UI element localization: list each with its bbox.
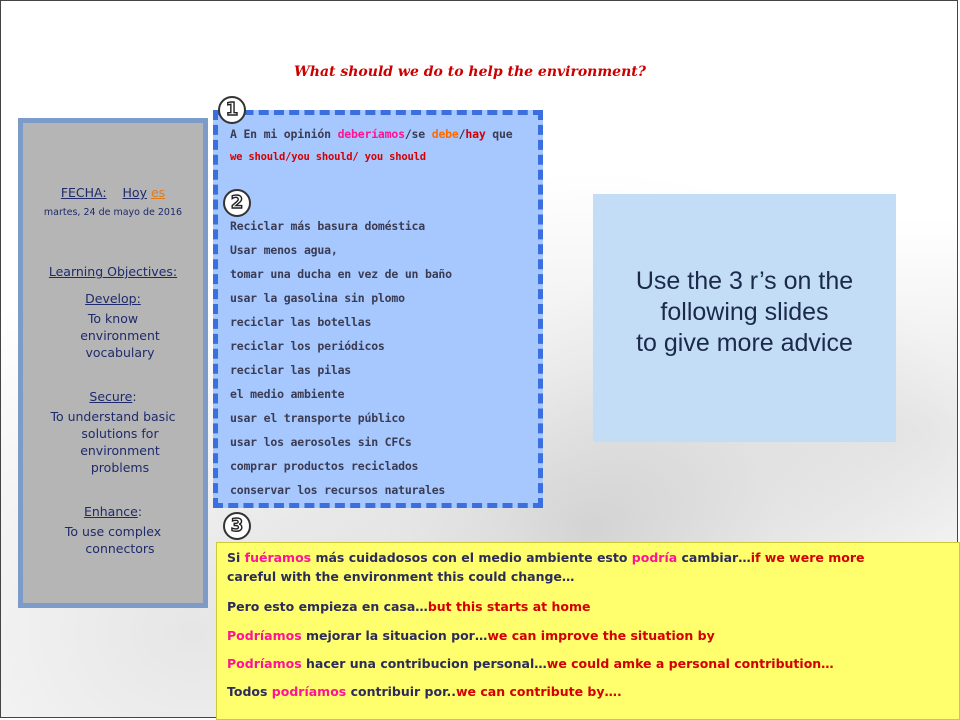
fecha-es: es (150, 185, 166, 200)
enhance-line (27, 504, 199, 519)
secure-line (27, 389, 199, 404)
connector-line-3 (227, 628, 715, 643)
l1-mid: más cuidadosos con el medio ambiente esto (311, 550, 632, 565)
phrase-item: usar el transporte público (230, 411, 405, 425)
connector-line-5 (227, 684, 622, 699)
enhance-label: Enhance (83, 504, 138, 519)
l1-english-a: if we were more (750, 550, 865, 565)
slide-title: What should we do to help the environment? (294, 64, 646, 80)
word-podriamos: Podríamos (227, 628, 302, 643)
l2-english: but this starts at home (427, 599, 591, 614)
opinion-text: A En mi opinión (230, 127, 338, 141)
l3-english: we can improve the situation by (487, 628, 715, 643)
enhance-text-2: connectors (85, 541, 155, 556)
phrase-item: reciclar las pilas (230, 363, 352, 377)
l1-si: Si (227, 550, 245, 565)
l5-english: we can contribute by…. (455, 684, 622, 699)
l1-cambiar: cambiar… (677, 550, 751, 565)
advice-line-1: Use the 3 r’s on the (635, 267, 854, 295)
advice-line-2: following slides (660, 298, 829, 326)
opinion-line (230, 127, 512, 141)
l2-spanish: Pero esto empieza en casa… (227, 599, 428, 614)
word-fueramos: fuéramos (244, 550, 312, 565)
l5-spanish: contribuir por.. (346, 684, 456, 699)
fecha-line (27, 185, 199, 200)
l3-spanish: mejorar la situacion por… (301, 628, 488, 643)
secure-text-1: To understand basic (50, 409, 176, 424)
phrase-item: Reciclar más basura doméstica (230, 219, 425, 233)
phrase-item: Usar menos agua, (230, 243, 338, 257)
step-badge-1: 1 (218, 96, 246, 124)
step-badge-2: 2 (223, 189, 251, 217)
connector-line-1 (227, 550, 864, 565)
phrase-item: reciclar las botellas (230, 315, 372, 329)
fecha-label: FECHA: (60, 185, 107, 200)
word-podriamos: Podríamos (227, 656, 302, 671)
opinion-sep: /se (404, 127, 432, 141)
objectives-heading: Learning Objectives: (48, 264, 178, 279)
l4-spanish: hacer una contribucion personal… (301, 656, 547, 671)
secure-label: Secure (89, 389, 133, 404)
secure-text-2: solutions for (81, 426, 159, 441)
l4-english: we could amke a personal contribution… (546, 656, 834, 671)
connectors-box (216, 542, 960, 720)
objectives-panel (18, 118, 208, 608)
fecha-hoy: Hoy (122, 185, 147, 200)
secure-text-4: problems (90, 460, 150, 475)
word-debe: debe (431, 127, 459, 141)
develop-text-2: environment (80, 328, 160, 343)
phrase-item: usar los aerosoles sin CFCs (230, 435, 412, 449)
phrase-item: conservar los recursos naturales (230, 483, 446, 497)
word-podria: podría (631, 550, 678, 565)
word-deberiamos: deberíamos (337, 127, 405, 141)
step-badge-3: 3 (223, 512, 251, 540)
advice-text (593, 266, 896, 359)
opinion-que: que (485, 127, 513, 141)
phrase-item: usar la gasolina sin plomo (230, 291, 405, 305)
enhance-colon: : (137, 504, 143, 519)
connector-line-1b: careful with the environment this could change… (227, 569, 575, 584)
phrase-item: comprar productos reciclados (230, 459, 419, 473)
word-podriamos: podríamos (271, 684, 347, 699)
connector-line-2 (227, 599, 590, 614)
develop-label: Develop: (85, 291, 141, 306)
word-hay: hay (465, 127, 486, 141)
develop-text-3: vocabulary (85, 345, 155, 360)
enhance-text-1: To use complex (64, 524, 162, 539)
phrase-item: tomar una ducha en vez de un baño (230, 267, 452, 281)
translation-line: we should/you should/ you should (230, 151, 426, 163)
phrase-item: reciclar los periódicos (230, 339, 385, 353)
develop-text-1: To know (87, 311, 139, 326)
advice-box (593, 194, 896, 442)
l5-todos: Todos (227, 684, 272, 699)
opinion-slash: / (458, 127, 466, 141)
secure-colon: : (132, 389, 137, 404)
phrases-box (213, 110, 543, 508)
secure-text-3: environment (80, 443, 160, 458)
date-text: martes, 24 de mayo de 2016 (43, 207, 183, 218)
connector-line-4 (227, 656, 834, 671)
phrase-item: el medio ambiente (230, 387, 345, 401)
advice-line-3: to give more advice (636, 329, 853, 357)
